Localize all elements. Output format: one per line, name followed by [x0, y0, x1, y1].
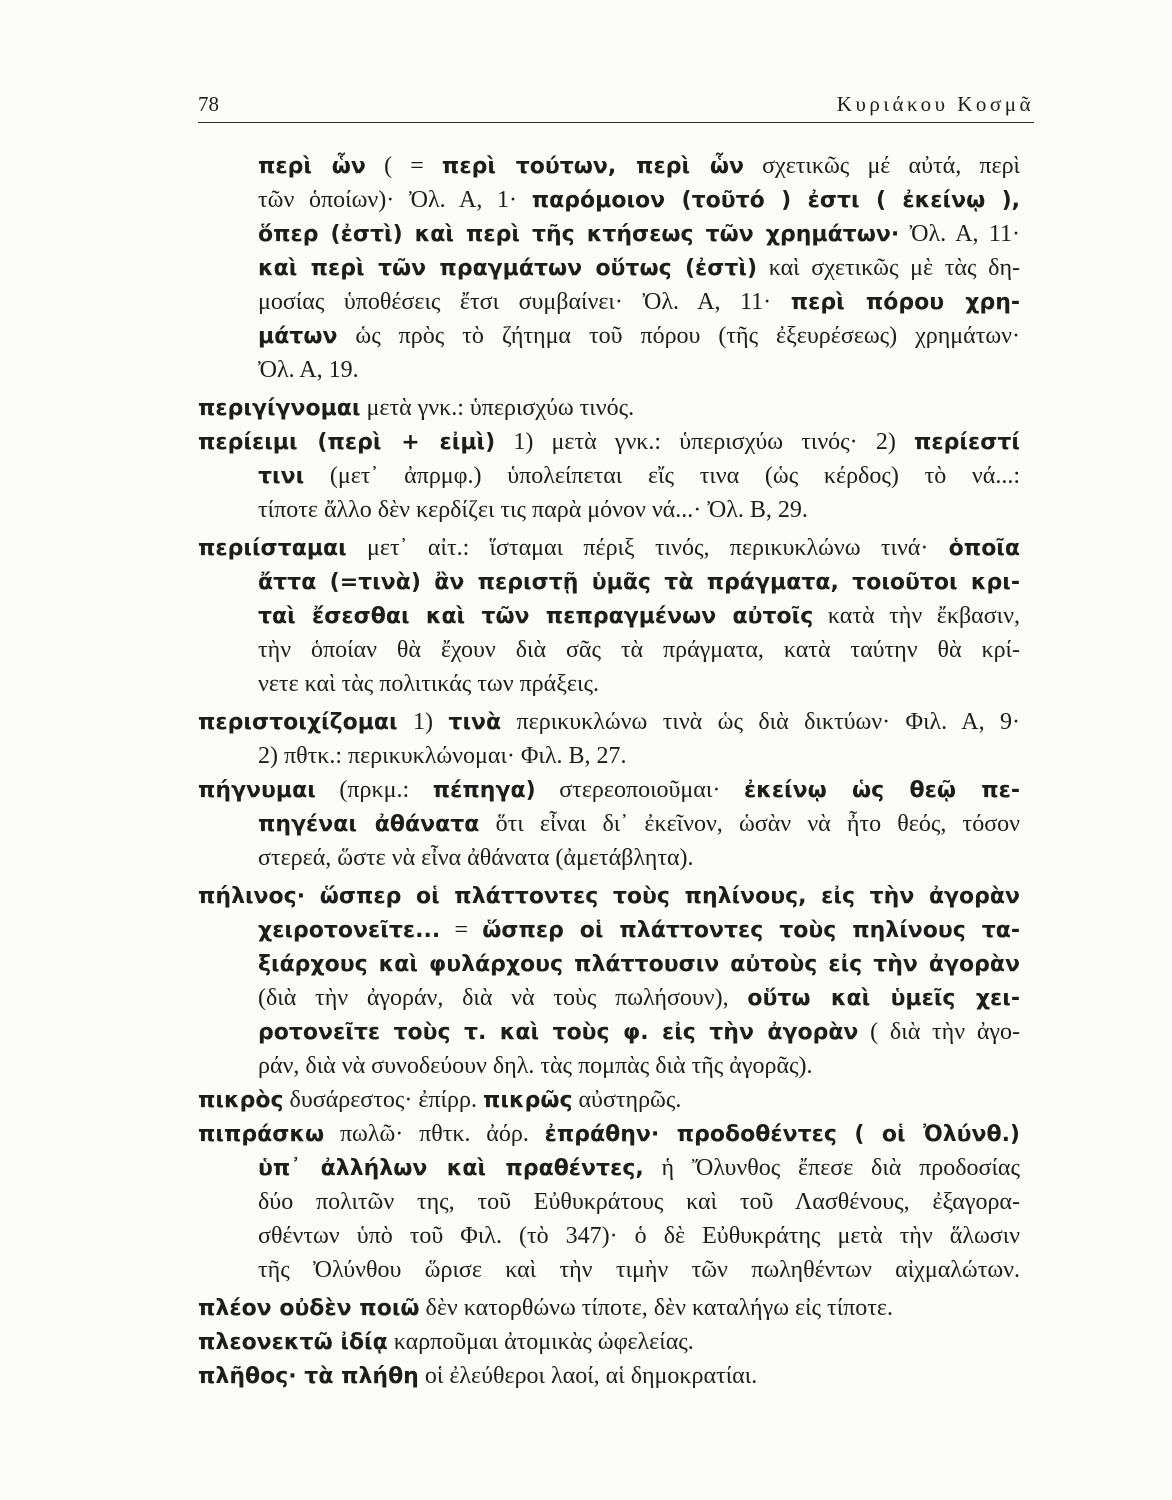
gloss-text: τῶν ὁποίων)· Ὀλ. Α, 1·	[258, 187, 532, 213]
text-line	[198, 1361, 757, 1392]
text-line	[198, 775, 1020, 806]
lemma-bold: πικρὸς	[198, 1088, 284, 1113]
lemma-bold: τινι	[258, 464, 305, 489]
text-line	[198, 1085, 681, 1116]
gloss-text: μετὰ γνκ.: ὑπερισχύω τινός.	[360, 395, 635, 421]
text-line	[258, 355, 359, 385]
gloss-text: ὡς πρὸς τὸ ζήτημα τοῦ πόρου (τῆς ἐξευρέσεως) χρημάτων·	[337, 323, 1020, 349]
lemma-bold: περὶ τούτων, περὶ ὧν	[441, 154, 744, 179]
text-line	[258, 1221, 1020, 1251]
gloss-text: καρποῦμαι ἀτομικὰς ὠφελείας.	[387, 1329, 694, 1355]
gloss-text: κατὰ τὴν ἔκβασιν,	[813, 603, 1020, 629]
gloss-text: 1)	[397, 709, 449, 735]
text-line	[198, 1327, 694, 1358]
lemma-bold: οὕτω καὶ ὑμεῖς χει-	[747, 986, 1020, 1011]
text-line	[258, 741, 627, 771]
text-line	[258, 185, 1020, 216]
gloss-text: τὴν ὁποίαν θὰ ἔχουν διὰ σᾶς τὰ πράγματα, κατὰ ταύτην θὰ κρί-	[258, 637, 1020, 663]
text-line	[258, 253, 1020, 284]
lemma-bold: ὅπερ (ἐστὶ) καὶ περὶ τῆς κτήσεως τῶν χρημάτων·	[258, 222, 900, 247]
text-line	[258, 1187, 1020, 1217]
lemma-bold: πλῆθος· τὰ πλήθη	[198, 1364, 419, 1389]
lemma-bold: πήλινος· ὥσπερ οἱ πλάττοντες τοὺς πηλίνους, εἰς τὴν ἀγορὰν	[198, 884, 1020, 909]
lemma-bold: πέπηγα)	[432, 778, 536, 803]
text-line	[198, 1119, 1020, 1150]
gloss-text: 2) πθτκ.: περικυκλώνομαι· Φιλ. Β, 27.	[258, 743, 627, 769]
gloss-text: σθέντων ὑπὸ τοῦ Φιλ. (τὸ 347)· ὁ δὲ Εὐθυκράτης μετὰ τὴν ἅλωσιν	[258, 1223, 1020, 1249]
text-line	[198, 427, 1020, 458]
lemma-bold: περιστοιχίζομαι	[198, 710, 398, 735]
gloss-text: αὐστηρῶς.	[572, 1087, 682, 1113]
gloss-text: (μετ᾽ ἀπρμφ.) ὑπολείπεται εἴς τινα (ὡς κέρδος) τὸ νά...:	[304, 463, 1020, 489]
text-line	[258, 915, 1020, 946]
lemma-bold: ἄττα (=τινὰ) ἂν περιστῇ ὑμᾶς τὰ πράγματα, τοιοῦτοι κρι-	[258, 570, 1020, 595]
lemma-bold: παρόμοιον (τοῦτό ) ἐστι ( ἐκείνῳ ),	[531, 188, 1021, 213]
lemma-bold: περιγίγνομαι	[198, 396, 361, 421]
gloss-text: =	[440, 917, 483, 943]
lemma-bold: περίεστί	[914, 430, 1020, 455]
text-line	[258, 635, 1020, 665]
lemma-bold: ταὶ ἔσεσθαι καὶ τῶν πεπραγμένων αὐτοῖς	[258, 604, 814, 629]
page-number: 78	[198, 92, 219, 116]
lemma-bold: περιίσταμαι	[198, 536, 347, 561]
lemma-bold: περίειμι (περὶ + εἰμὶ)	[198, 430, 496, 455]
text-line	[258, 1051, 813, 1081]
gloss-text: δύο πολιτῶν της, τοῦ Εὐθυκράτους καὶ τοῦ Λασθένους, ἐξαγορα-	[258, 1189, 1020, 1215]
lemma-bold: ξιάρχους καὶ φυλάρχους πλάττουσιν αὐτοὺς εἰς τὴν ἀγορὰν	[258, 952, 1020, 977]
lemma-bold: ἐπράθην· προδοθέντες ( οἱ Ὀλύνθ.)	[544, 1122, 1020, 1147]
gloss-text: πωλῶ· πθτκ. ἀόρ.	[324, 1121, 545, 1147]
text-line	[198, 1293, 893, 1324]
lemma-bold: πικρῶς	[482, 1088, 573, 1113]
gloss-text: Ὀλ. Α, 11·	[899, 221, 1020, 247]
gloss-text: μετ᾽ αἰτ.: ἵσταμαι πέριξ τινός, περικυκλώνω τινά·	[346, 535, 949, 561]
gloss-text: μοσίας ὑποθέσεις ἔτσι συμβαίνει· Ὀλ. Α, 11·	[258, 289, 791, 315]
lemma-bold: ὥσπερ οἱ πλάττοντες τοὺς πηλίνους τα-	[482, 918, 1020, 943]
lemma-bold: περὶ ὧν	[258, 154, 366, 179]
text-line	[258, 601, 1020, 632]
gloss-text: ἡ Ὄλυνθος ἔπεσε διὰ προδοσίας	[643, 1155, 1020, 1181]
gloss-text: τίποτε ἄλλο δὲν κερδίζει τις παρὰ μόνον νά...· Ὀλ. Β, 29.	[258, 497, 808, 523]
gloss-text: 1) μετὰ γνκ.: ὑπερισχύω τινός· 2)	[495, 429, 915, 455]
lemma-bold: περὶ πόρου χρη-	[790, 290, 1020, 315]
lemma-bold: πήγνυμαι	[198, 778, 316, 803]
text-line	[258, 669, 599, 699]
text-line	[258, 151, 1020, 182]
gloss-text: (διὰ τὴν ἀγοράν, διὰ νὰ τοὺς πωλήσουν),	[258, 985, 748, 1011]
text-line	[258, 219, 1020, 250]
text-line	[198, 393, 634, 424]
gloss-text: καὶ σχετικῶς μὲ τὰς δη-	[757, 255, 1020, 281]
gloss-text: ( =	[365, 153, 442, 179]
lemma-bold: μάτων	[258, 324, 338, 349]
text-line	[258, 1153, 1020, 1184]
text-line	[258, 1017, 1020, 1048]
text-line	[258, 495, 808, 525]
running-head: Κυριάκου Κοσμᾶ	[836, 92, 1034, 116]
gloss-text: οἱ ἐλεύθεροι λαοί, αἱ δημοκρατίαι.	[418, 1363, 758, 1389]
lemma-bold: πλέον οὐδὲν ποιῶ	[198, 1296, 420, 1321]
text-line	[198, 533, 1020, 564]
gloss-text: ὅτι εἶναι δι᾽ ἐκεῖνον, ὡσὰν νὰ ἦτο θεός, τόσον	[479, 811, 1020, 837]
gloss-text: ράν, διὰ νὰ συνοδεύουν δηλ. τὰς πομπὰς διὰ τῆς ἀγορᾶς).	[258, 1053, 813, 1079]
text-line	[198, 881, 1020, 912]
lemma-bold: ὁποῖα	[948, 536, 1020, 561]
lemma-bold: τινὰ	[448, 710, 502, 735]
text-line	[258, 287, 1020, 318]
text-line	[258, 843, 694, 873]
gloss-text: Ὀλ. Α, 19.	[258, 357, 359, 383]
gloss-text: (πρκμ.:	[315, 777, 433, 803]
gloss-text: δὲν κατορθώνω τίποτε, δὲν καταλήγω εἰς τίποτε.	[419, 1295, 893, 1321]
text-line	[258, 321, 1020, 352]
text-line	[258, 567, 1020, 598]
gloss-text: στερεοποιοῦμαι·	[535, 777, 744, 803]
text-line	[258, 1255, 1020, 1285]
text-line	[258, 949, 1020, 980]
lemma-bold: πηγέναι ἀθάνατα	[258, 812, 480, 837]
gloss-text: νετε καὶ τὰς πολιτικάς των πράξεις.	[258, 671, 599, 697]
text-line	[258, 809, 1020, 840]
lemma-bold: πιπράσκω	[198, 1122, 325, 1147]
gloss-text: περικυκλώνω τινὰ ὡς διὰ δικτύων· Φιλ. Α, 9·	[501, 709, 1020, 735]
lemma-bold: πλεονεκτῶ ἰδίᾳ	[198, 1330, 388, 1355]
lemma-bold: καὶ περὶ τῶν πραγμάτων οὕτως (ἐστὶ)	[258, 256, 758, 281]
gloss-text: στερεά, ὥστε νὰ εἶνα ἀθάνατα (ἀμετάβλητα).	[258, 845, 694, 871]
gloss-text: δυσάρεστος· ἐπίρρ.	[283, 1087, 483, 1113]
lemma-bold: χειροτονεῖτε...	[258, 918, 441, 943]
lemma-bold: ροτονεῖτε τοὺς τ. καὶ τοὺς φ. εἰς τὴν ἀγορὰν	[258, 1020, 859, 1045]
text-line	[258, 983, 1020, 1014]
gloss-text: σχετικῶς μέ αὐτά, περὶ	[743, 153, 1021, 179]
text-line	[198, 707, 1020, 738]
gloss-text: τῆς Ὀλύνθου ὥρισε καὶ τὴν τιμὴν τῶν πωληθέντων αἰχμαλώτων.	[258, 1257, 1020, 1283]
lemma-bold: ἐκείνῳ ὡς θεῷ πε-	[743, 778, 1021, 803]
gloss-text: ( διὰ τὴν ἀγο-	[858, 1019, 1020, 1045]
lemma-bold: ὑπ᾽ ἀλλήλων καὶ πραθέντες,	[258, 1156, 644, 1181]
text-line	[258, 461, 1020, 492]
